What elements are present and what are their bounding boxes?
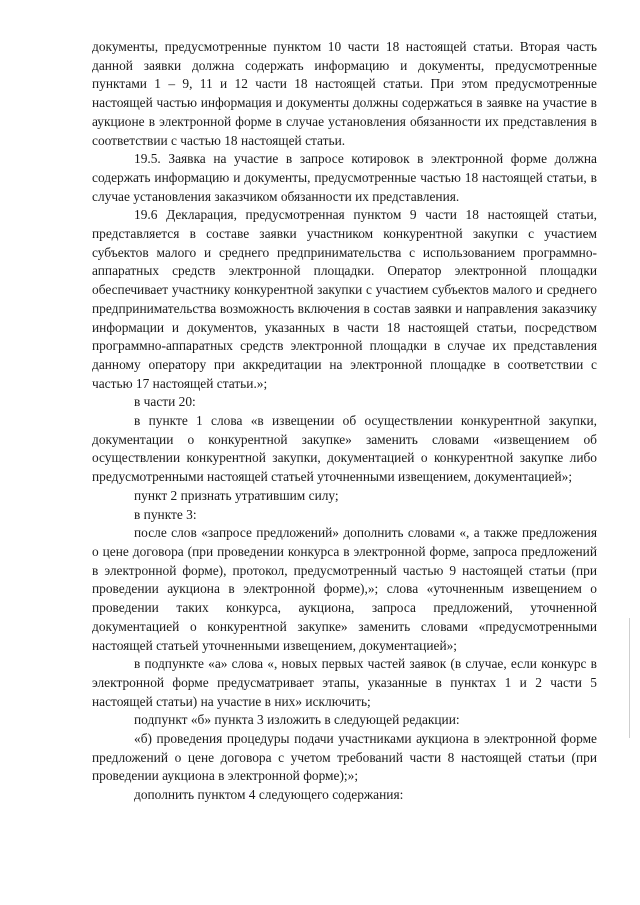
paragraph-11: «б) проведения процедуры подачи участниками аукциона в электронной форме предложений о цене договора с учетом требований части 8 настоящей статьи (при проведении аукциона в электронной форме);»; <box>92 731 597 784</box>
paragraph-10: подпункт «б» пункта 3 изложить в следующей редакции: <box>134 712 460 728</box>
scan-margin-line <box>629 618 630 738</box>
paragraph-4: в части 20: <box>134 394 196 410</box>
paragraph-2: 19.5. Заявка на участие в запросе котировок в электронной форме должна содержать информацию и документы, предусмотренные частью 18 настоящей статьи, в случае установления заказчиком обязанности их представления. <box>92 151 597 204</box>
paragraph-8: после слов «запросе предложений» дополнить словами «, а также предложения о цене договора (при проведении конкурса в электронной форме, запроса предложений в электронной форме), протокол, предусмотренный частью 9 настоящей статьи (при проведении аукциона в электронной форме),»; слова «уточненным извещением о проведении таких конкурса, аукциона, запроса предложений, уточненной документацией о конкурентной закупке» заменить словами «предусмотренными настоящей статьей уточненными извещением, документацией»; <box>92 525 597 653</box>
paragraph-7: в пункте 3: <box>134 506 197 522</box>
paragraph-5: в пункте 1 слова «в извещении об осуществлении конкурентной закупки, документации о конкурентной закупке» заменить словами «извещением об осуществлении конкурентной закупки, документацией о конкурентной закупке либо предусмотренными настоящей статьей уточненными извещением, документацией»; <box>92 413 597 485</box>
document-body <box>92 38 597 805</box>
paragraph-3: 19.6 Декларация, предусмотренная пунктом 9 части 18 настоящей статьи, представляется в составе заявки участником конкурентной закупки с участием субъектов малого и среднего предпринимательства с использованием программно-аппаратных средств электронной площадки. Оператор электронной площадки обеспечивает участнику конкурентной закупки с участием субъектов малого и среднего предпринимательства возможность включения в состав заявки и направления заказчику информации и документов, указанных в части 18 настоящей статьи, посредством программно-аппаратных средств электронной площадки в случае их представления данному оператору при аккредитации на электронной площадке в соответствии с частью 17 настоящей статьи.»; <box>92 207 597 391</box>
paragraph-1: документы, предусмотренные пунктом 10 части 18 настоящей статьи. Вторая часть данной заявки должна содержать информацию и документы, предусмотренные пунктами 1 – 9, 11 и 12 части 18 настоящей статьи. При этом предусмотренные настоящей частью информация и документы должны содержаться в заявке на участие в аукционе в электронной форме в случае установления обязанности их представления в соответствии с частью 18 настоящей статьи. <box>92 39 597 148</box>
paragraph-9: в подпункте «а» слова «, новых первых частей заявок (в случае, если конкурс в электронной форме предусматривает этапы, указанные в пунктах 1 и 2 части 5 настоящей статьи) на участие в них» исключить; <box>92 656 597 709</box>
paragraph-12: дополнить пунктом 4 следующего содержания: <box>134 787 404 803</box>
paragraph-6: пункт 2 признать утратившим силу; <box>134 487 339 503</box>
